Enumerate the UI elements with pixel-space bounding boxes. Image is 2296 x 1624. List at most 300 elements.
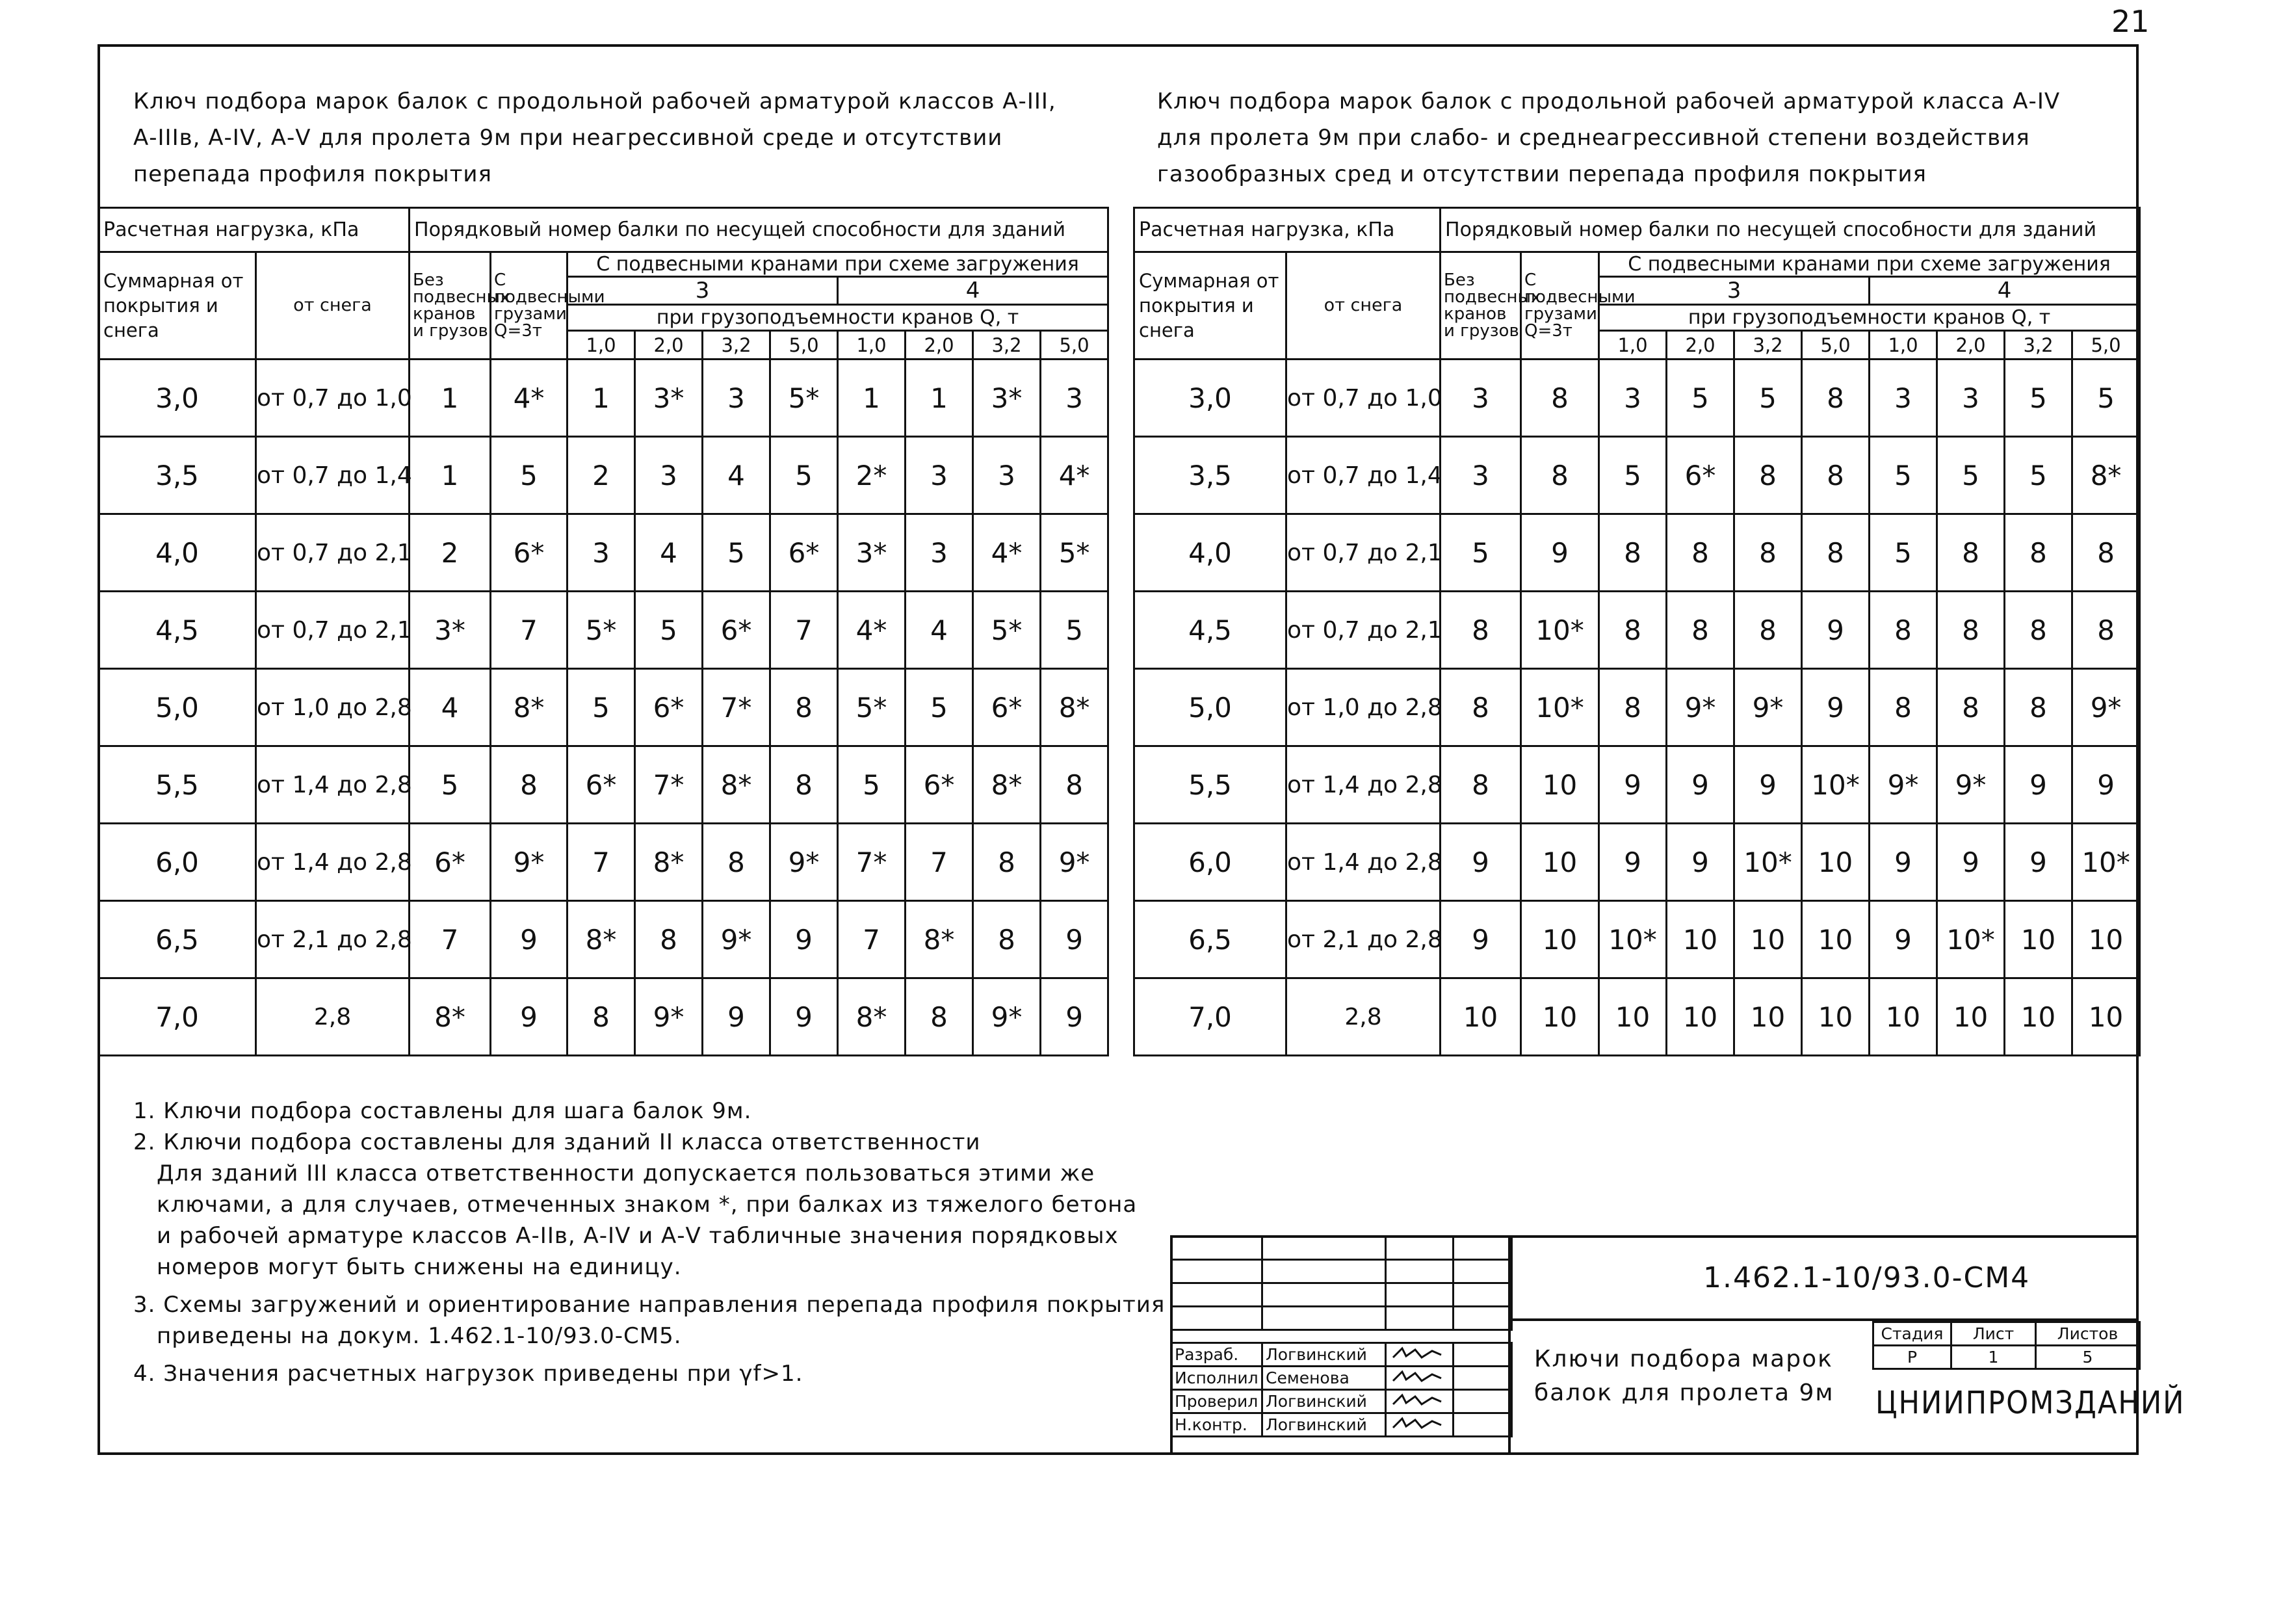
beam-number-cell: 9 xyxy=(2072,746,2140,824)
stamp-empty-rows xyxy=(1170,1235,1513,1331)
header-total-load: Суммарная от покрытия и снега xyxy=(99,252,256,360)
beam-number-cell: 1 xyxy=(838,360,906,437)
beam-number-cell: 3* xyxy=(838,514,906,592)
beam-number-cell: 9* xyxy=(703,901,770,978)
beam-number-cell: 5* xyxy=(838,669,906,746)
beam-number-cell: 10 xyxy=(1521,746,1599,824)
beam-number-cell: 7* xyxy=(635,746,703,824)
snow-load-cell: от 0,7 до 2,1 xyxy=(256,514,410,592)
note-line: 2. Ключи подбора составлены для зданий II класса ответственности xyxy=(133,1129,981,1155)
snow-load-cell: от 0,7 до 1,0 xyxy=(256,360,410,437)
beam-number-cell: 8 xyxy=(567,978,635,1056)
header-with-cranes: С подвесными кранами при схеме загружения xyxy=(567,252,1108,277)
title-line: Ключи подбора марок xyxy=(1534,1346,1833,1372)
beam-number-cell: 3 xyxy=(635,437,703,514)
beam-number-cell: 5 xyxy=(567,669,635,746)
beam-number-cell: 5 xyxy=(2005,360,2072,437)
table-row xyxy=(99,437,1108,514)
beam-number-cell: 4* xyxy=(1041,437,1108,514)
beam-number-cell: 7 xyxy=(567,824,635,901)
beam-number-cell: 6* xyxy=(635,669,703,746)
beam-number-cell: 10 xyxy=(1667,901,1734,978)
beam-number-cell: 10 xyxy=(2072,901,2140,978)
table-row xyxy=(99,901,1108,978)
table-row xyxy=(1134,824,2140,901)
snow-load-cell: от 1,4 до 2,8 xyxy=(1286,824,1441,901)
beam-number-cell: 8 xyxy=(1667,514,1734,592)
beam-number-cell: 9 xyxy=(2005,824,2072,901)
total-load-cell: 5,0 xyxy=(99,669,256,746)
total-load-cell: 7,0 xyxy=(1134,978,1286,1056)
sheet-value: 1 xyxy=(1951,1346,2036,1369)
header-load: Расчетная нагрузка, кПа xyxy=(99,208,410,252)
capacity-cell: 5,0 xyxy=(2072,331,2140,360)
beam-number-cell: 7* xyxy=(838,824,906,901)
snow-load-cell: от 0,7 до 2,1 xyxy=(1286,514,1441,592)
person-name: Логвинский xyxy=(1262,1390,1386,1413)
beam-number-cell: 3 xyxy=(906,514,973,592)
beam-number-cell: 8 xyxy=(1802,360,1870,437)
beam-number-cell: 6* xyxy=(491,514,567,592)
stamp-person-row xyxy=(1171,1367,1512,1390)
title-block-stamp xyxy=(1170,1235,2185,1455)
date-cell xyxy=(1454,1367,1512,1390)
beam-number-cell: 9 xyxy=(491,978,567,1056)
beam-number-cell: 3 xyxy=(1937,360,2005,437)
header-total-load: Суммарная от покрытия и снега xyxy=(1134,252,1286,360)
snow-load-cell: 2,8 xyxy=(256,978,410,1056)
table-row xyxy=(1134,669,2140,746)
note-line: и рабочей арматуре классов А-IIв, А-IV и А-V табличные значения порядковых xyxy=(157,1223,1119,1249)
snow-load-cell: от 1,4 до 2,8 xyxy=(256,824,410,901)
beam-number-cell: 10* xyxy=(1802,746,1870,824)
table-row xyxy=(99,978,1108,1056)
sheets-label: Листов xyxy=(2036,1322,2140,1346)
right-selection-key-table xyxy=(1133,207,2141,1056)
header-with-loads: С подвесными грузами Q=3т xyxy=(491,252,567,360)
drawing-title xyxy=(1534,1342,1834,1410)
total-load-cell: 3,5 xyxy=(99,437,256,514)
beam-number-cell: 9* xyxy=(1937,746,2005,824)
beam-number-cell: 8 xyxy=(2005,592,2072,669)
person-role: Разраб. xyxy=(1171,1343,1262,1367)
note-line: 4. Значения расчетных нагрузок приведены при γf>1. xyxy=(133,1361,803,1387)
beam-number-cell: 3 xyxy=(973,437,1041,514)
beam-number-cell: 9 xyxy=(1937,824,2005,901)
beam-number-cell: 9* xyxy=(973,978,1041,1056)
beam-number-cell: 8 xyxy=(2005,669,2072,746)
header-load: Расчетная нагрузка, кПа xyxy=(1134,208,1441,252)
beam-number-cell: 6* xyxy=(770,514,838,592)
beam-number-cell: 9* xyxy=(491,824,567,901)
beam-number-cell: 6* xyxy=(410,824,491,901)
beam-number-cell: 3 xyxy=(1599,360,1667,437)
beam-number-cell: 5* xyxy=(1041,514,1108,592)
beam-number-cell: 8 xyxy=(1599,592,1667,669)
capacity-cell: 2,0 xyxy=(906,331,973,360)
snow-load-cell: от 2,1 до 2,8 xyxy=(1286,901,1441,978)
total-load-cell: 7,0 xyxy=(99,978,256,1056)
beam-number-cell: 3 xyxy=(703,360,770,437)
beam-number-cell: 4* xyxy=(838,592,906,669)
beam-number-cell: 10 xyxy=(1521,978,1599,1056)
total-load-cell: 5,0 xyxy=(1134,669,1286,746)
total-load-cell: 3,0 xyxy=(1134,360,1286,437)
person-name: Логвинский xyxy=(1262,1413,1386,1437)
beam-number-cell: 9* xyxy=(770,824,838,901)
table-row xyxy=(1134,360,2140,437)
beam-number-cell: 8 xyxy=(2072,592,2140,669)
beam-number-cell: 6* xyxy=(703,592,770,669)
beam-number-cell: 9 xyxy=(1521,514,1599,592)
note-line: приведены на докум. 1.462.1-10/93.0-СМ5. xyxy=(157,1323,682,1349)
capacity-cell: 3,2 xyxy=(703,331,770,360)
beam-number-cell: 4* xyxy=(973,514,1041,592)
capacity-cell: 3,2 xyxy=(2005,331,2072,360)
beam-number-cell: 9* xyxy=(1734,669,1802,746)
snow-load-cell: от 2,1 до 2,8 xyxy=(256,901,410,978)
stage-sheet-table xyxy=(1872,1321,2141,1370)
beam-number-cell: 6* xyxy=(906,746,973,824)
table-row xyxy=(1134,437,2140,514)
stage-label: Стадия xyxy=(1873,1322,1951,1346)
header-snow: от снега xyxy=(256,252,410,360)
beam-number-cell: 8* xyxy=(973,746,1041,824)
table-row xyxy=(99,514,1108,592)
beam-number-cell: 8* xyxy=(838,978,906,1056)
table-row xyxy=(99,824,1108,901)
note-line: Для зданий III класса ответственности допускается пользоваться этими же xyxy=(157,1160,1095,1186)
sheets-value: 5 xyxy=(2036,1346,2140,1369)
heading-line: для пролета 9м при слабо- и среднеагрессивной степени воздействия xyxy=(1157,125,2030,151)
header-scheme-3: 3 xyxy=(567,277,838,305)
signature xyxy=(1386,1413,1454,1437)
note-line: 3. Схемы загружений и ориентирование направления перепада профиля покрытия xyxy=(133,1292,1166,1318)
snow-load-cell: от 0,7 до 2,1 xyxy=(256,592,410,669)
beam-number-cell: 10 xyxy=(1734,978,1802,1056)
left-selection-key-table xyxy=(98,207,1109,1056)
total-load-cell: 6,0 xyxy=(99,824,256,901)
beam-number-cell: 5 xyxy=(1734,360,1802,437)
beam-number-cell: 5 xyxy=(491,437,567,514)
beam-number-cell: 9* xyxy=(2072,669,2140,746)
beam-number-cell: 9 xyxy=(1802,669,1870,746)
capacity-cell: 5,0 xyxy=(770,331,838,360)
beam-number-cell: 7 xyxy=(838,901,906,978)
beam-number-cell: 8 xyxy=(1937,669,2005,746)
signature-scribble xyxy=(1389,1344,1448,1361)
beam-number-cell: 9 xyxy=(1441,824,1521,901)
beam-number-cell: 10 xyxy=(2072,978,2140,1056)
total-load-cell: 5,5 xyxy=(1134,746,1286,824)
beam-number-cell: 5* xyxy=(973,592,1041,669)
header-scheme-4: 4 xyxy=(1870,277,2140,305)
beam-number-cell: 3 xyxy=(567,514,635,592)
beam-number-cell: 9 xyxy=(2005,746,2072,824)
snow-load-cell: от 0,7 до 1,4 xyxy=(256,437,410,514)
beam-number-cell: 8 xyxy=(1599,669,1667,746)
note-line: номеров могут быть снижены на единицу. xyxy=(157,1254,682,1280)
beam-number-cell: 4* xyxy=(491,360,567,437)
beam-number-cell: 5 xyxy=(906,669,973,746)
beam-number-cell: 7 xyxy=(906,824,973,901)
beam-number-cell: 3 xyxy=(1041,360,1108,437)
beam-number-cell: 5 xyxy=(1599,437,1667,514)
document-code: 1.462.1-10/93.0-СМ4 xyxy=(1703,1261,2031,1294)
beam-number-cell: 4 xyxy=(703,437,770,514)
table-row xyxy=(99,592,1108,669)
beam-number-cell: 10 xyxy=(1599,978,1667,1056)
beam-number-cell: 5 xyxy=(2005,437,2072,514)
beam-number-cell: 8* xyxy=(2072,437,2140,514)
table-row xyxy=(1134,978,2140,1056)
beam-number-cell: 8 xyxy=(1441,592,1521,669)
beam-number-cell: 9 xyxy=(1599,824,1667,901)
beam-number-cell: 8 xyxy=(1937,592,2005,669)
beam-number-cell: 6* xyxy=(973,669,1041,746)
capacity-cell: 5,0 xyxy=(1041,331,1108,360)
beam-number-cell: 9* xyxy=(1041,824,1108,901)
date-cell xyxy=(1454,1413,1512,1437)
beam-number-cell: 5 xyxy=(1041,592,1108,669)
beam-number-cell: 10 xyxy=(2005,901,2072,978)
stamp-person-row xyxy=(1171,1413,1512,1437)
stamp-person-row xyxy=(1171,1343,1512,1367)
signature-scribble xyxy=(1389,1368,1448,1385)
capacity-cell: 1,0 xyxy=(1870,331,1937,360)
table-row xyxy=(1134,901,2140,978)
total-load-cell: 5,5 xyxy=(99,746,256,824)
beam-number-cell: 5* xyxy=(567,592,635,669)
beam-number-cell: 8 xyxy=(635,901,703,978)
beam-number-cell: 2 xyxy=(567,437,635,514)
beam-number-cell: 10* xyxy=(1937,901,2005,978)
beam-number-cell: 5 xyxy=(635,592,703,669)
beam-number-cell: 8 xyxy=(973,901,1041,978)
capacity-cell: 1,0 xyxy=(838,331,906,360)
header-order-number: Порядковый номер балки по несущей способности для зданий xyxy=(410,208,1108,252)
snow-load-cell: от 0,7 до 1,4 xyxy=(1286,437,1441,514)
beam-number-cell: 5 xyxy=(1870,514,1937,592)
beam-number-cell: 8 xyxy=(1599,514,1667,592)
capacity-cell: 2,0 xyxy=(635,331,703,360)
capacity-cell: 5,0 xyxy=(1802,331,1870,360)
beam-number-cell: 5 xyxy=(410,746,491,824)
beam-number-cell: 8 xyxy=(1937,514,2005,592)
note-line: 1. Ключи подбора составлены для шага балок 9м. xyxy=(133,1098,752,1124)
beam-number-cell: 1 xyxy=(567,360,635,437)
beam-number-cell: 10 xyxy=(1441,978,1521,1056)
beam-number-cell: 9 xyxy=(703,978,770,1056)
header-order-number: Порядковый номер балки по несущей способности для зданий xyxy=(1441,208,2140,252)
heading-line: А-IIIв, А-IV, А-V для пролета 9м при неагрессивной среде и отсутствии xyxy=(133,125,1003,151)
header-no-cranes: Без подвесных кранов и грузов xyxy=(1441,252,1521,360)
table-row xyxy=(99,360,1108,437)
beam-number-cell: 9* xyxy=(1667,669,1734,746)
beam-number-cell: 10 xyxy=(1521,901,1599,978)
beam-number-cell: 9 xyxy=(1441,901,1521,978)
beam-number-cell: 9* xyxy=(1870,746,1937,824)
beam-number-cell: 3* xyxy=(635,360,703,437)
snow-load-cell: 2,8 xyxy=(1286,978,1441,1056)
beam-number-cell: 7 xyxy=(410,901,491,978)
beam-number-cell: 10* xyxy=(1734,824,1802,901)
beam-number-cell: 8 xyxy=(1441,669,1521,746)
beam-number-cell: 8 xyxy=(1802,437,1870,514)
beam-number-cell: 8* xyxy=(635,824,703,901)
beam-number-cell: 8 xyxy=(1870,592,1937,669)
beam-number-cell: 9 xyxy=(1870,824,1937,901)
beam-number-cell: 8 xyxy=(1734,514,1802,592)
header-scheme-4: 4 xyxy=(838,277,1108,305)
capacity-cell: 2,0 xyxy=(1937,331,2005,360)
beam-number-cell: 3* xyxy=(973,360,1041,437)
stage-value: Р xyxy=(1873,1346,1951,1369)
beam-number-cell: 8 xyxy=(1521,360,1599,437)
person-name: Семенова xyxy=(1262,1367,1386,1390)
beam-number-cell: 3 xyxy=(1441,360,1521,437)
beam-number-cell: 5 xyxy=(1441,514,1521,592)
capacity-cell: 3,2 xyxy=(973,331,1041,360)
beam-number-cell: 3 xyxy=(906,437,973,514)
beam-number-cell: 10 xyxy=(2005,978,2072,1056)
total-load-cell: 3,0 xyxy=(99,360,256,437)
beam-number-cell: 5 xyxy=(2072,360,2140,437)
beam-number-cell: 8* xyxy=(567,901,635,978)
beam-number-cell: 5 xyxy=(1937,437,2005,514)
beam-number-cell: 8 xyxy=(973,824,1041,901)
beam-number-cell: 5 xyxy=(770,437,838,514)
table-row xyxy=(1134,514,2140,592)
beam-number-cell: 1 xyxy=(906,360,973,437)
heading-line: Ключ подбора марок балок с продольной рабочей арматурой классов А-III, xyxy=(133,88,1056,114)
beam-number-cell: 8 xyxy=(770,746,838,824)
beam-number-cell: 3* xyxy=(410,592,491,669)
beam-number-cell: 8 xyxy=(1802,514,1870,592)
date-cell xyxy=(1454,1390,1512,1413)
beam-number-cell: 7 xyxy=(491,592,567,669)
beam-number-cell: 8 xyxy=(1870,669,1937,746)
signature xyxy=(1386,1343,1454,1367)
snow-load-cell: от 1,0 до 2,8 xyxy=(1286,669,1441,746)
beam-number-cell: 10 xyxy=(1802,824,1870,901)
beam-number-cell: 2 xyxy=(410,514,491,592)
beam-number-cell: 8 xyxy=(2072,514,2140,592)
total-load-cell: 6,5 xyxy=(1134,901,1286,978)
beam-number-cell: 9 xyxy=(1870,901,1937,978)
beam-number-cell: 4 xyxy=(635,514,703,592)
beam-number-cell: 8 xyxy=(1734,592,1802,669)
beam-number-cell: 6* xyxy=(567,746,635,824)
snow-load-cell: от 1,4 до 2,8 xyxy=(1286,746,1441,824)
table-row xyxy=(99,669,1108,746)
heading-line: Ключ подбора марок балок с продольной рабочей арматурой класса А-IV xyxy=(1157,88,2061,114)
beam-number-cell: 8* xyxy=(906,901,973,978)
beam-number-cell: 9 xyxy=(1599,746,1667,824)
sheet-label: Лист xyxy=(1951,1322,2036,1346)
header-no-cranes: Без подвесных кранов и грузов xyxy=(410,252,491,360)
beam-number-cell: 8* xyxy=(491,669,567,746)
header-snow: от снега xyxy=(1286,252,1441,360)
capacity-cell: 1,0 xyxy=(567,331,635,360)
beam-number-cell: 9 xyxy=(1041,978,1108,1056)
beam-number-cell: 7 xyxy=(770,592,838,669)
beam-number-cell: 8* xyxy=(703,746,770,824)
beam-number-cell: 9 xyxy=(770,901,838,978)
beam-number-cell: 10 xyxy=(1937,978,2005,1056)
right-table-heading xyxy=(1157,83,2060,192)
beam-number-cell: 5 xyxy=(703,514,770,592)
table-row xyxy=(1134,746,2140,824)
header-with-cranes: С подвесными кранами при схеме загружения xyxy=(1599,252,2140,277)
capacity-cell: 2,0 xyxy=(1667,331,1734,360)
header-capacity: при грузоподъемности кранов Q, т xyxy=(1599,305,2140,331)
beam-number-cell: 8 xyxy=(703,824,770,901)
snow-load-cell: от 1,0 до 2,8 xyxy=(256,669,410,746)
beam-number-cell: 5 xyxy=(1667,360,1734,437)
organization-logo: ЦНИИПРОМЗДАНИЙ xyxy=(1875,1385,2185,1421)
beam-number-cell: 9 xyxy=(1734,746,1802,824)
beam-number-cell: 8 xyxy=(1041,746,1108,824)
beam-number-cell: 8 xyxy=(906,978,973,1056)
beam-number-cell: 7* xyxy=(703,669,770,746)
beam-number-cell: 8 xyxy=(1521,437,1599,514)
beam-number-cell: 10 xyxy=(1802,901,1870,978)
beam-number-cell: 8* xyxy=(410,978,491,1056)
signature-scribble xyxy=(1389,1415,1448,1432)
total-load-cell: 4,5 xyxy=(1134,592,1286,669)
beam-number-cell: 3 xyxy=(1441,437,1521,514)
person-role: Проверил xyxy=(1171,1390,1262,1413)
person-name: Логвинский xyxy=(1262,1343,1386,1367)
beam-number-cell: 10* xyxy=(2072,824,2140,901)
beam-number-cell: 10 xyxy=(1734,901,1802,978)
beam-number-cell: 5 xyxy=(1870,437,1937,514)
beam-number-cell: 9 xyxy=(1667,746,1734,824)
snow-load-cell: от 0,7 до 2,1 xyxy=(1286,592,1441,669)
beam-number-cell: 4 xyxy=(906,592,973,669)
date-cell xyxy=(1454,1343,1512,1367)
title-line: балок для пролета 9м xyxy=(1534,1380,1834,1406)
table-row xyxy=(1134,592,2140,669)
left-table-heading xyxy=(133,83,1056,192)
note-line: ключами, а для случаев, отмеченных знаком *, при балках из тяжелого бетона xyxy=(157,1192,1138,1218)
stamp-person-row xyxy=(1171,1390,1512,1413)
stamp-people xyxy=(1170,1342,1513,1437)
beam-number-cell: 8 xyxy=(2005,514,2072,592)
beam-number-cell: 5* xyxy=(770,360,838,437)
beam-number-cell: 9 xyxy=(491,901,567,978)
total-load-cell: 6,5 xyxy=(99,901,256,978)
beam-number-cell: 5 xyxy=(838,746,906,824)
person-role: Исполнил xyxy=(1171,1367,1262,1390)
beam-number-cell: 1 xyxy=(410,360,491,437)
beam-number-cell: 2* xyxy=(838,437,906,514)
beam-number-cell: 6* xyxy=(1667,437,1734,514)
person-role: Н.контр. xyxy=(1171,1413,1262,1437)
beam-number-cell: 8 xyxy=(1441,746,1521,824)
beam-number-cell: 8 xyxy=(1734,437,1802,514)
beam-number-cell: 9* xyxy=(635,978,703,1056)
signature xyxy=(1386,1390,1454,1413)
beam-number-cell: 8* xyxy=(1041,669,1108,746)
beam-number-cell: 4 xyxy=(410,669,491,746)
beam-number-cell: 10* xyxy=(1521,669,1599,746)
beam-number-cell: 9 xyxy=(1802,592,1870,669)
header-with-loads: С подвесными грузами Q=3т xyxy=(1521,252,1599,360)
beam-number-cell: 1 xyxy=(410,437,491,514)
total-load-cell: 4,5 xyxy=(99,592,256,669)
